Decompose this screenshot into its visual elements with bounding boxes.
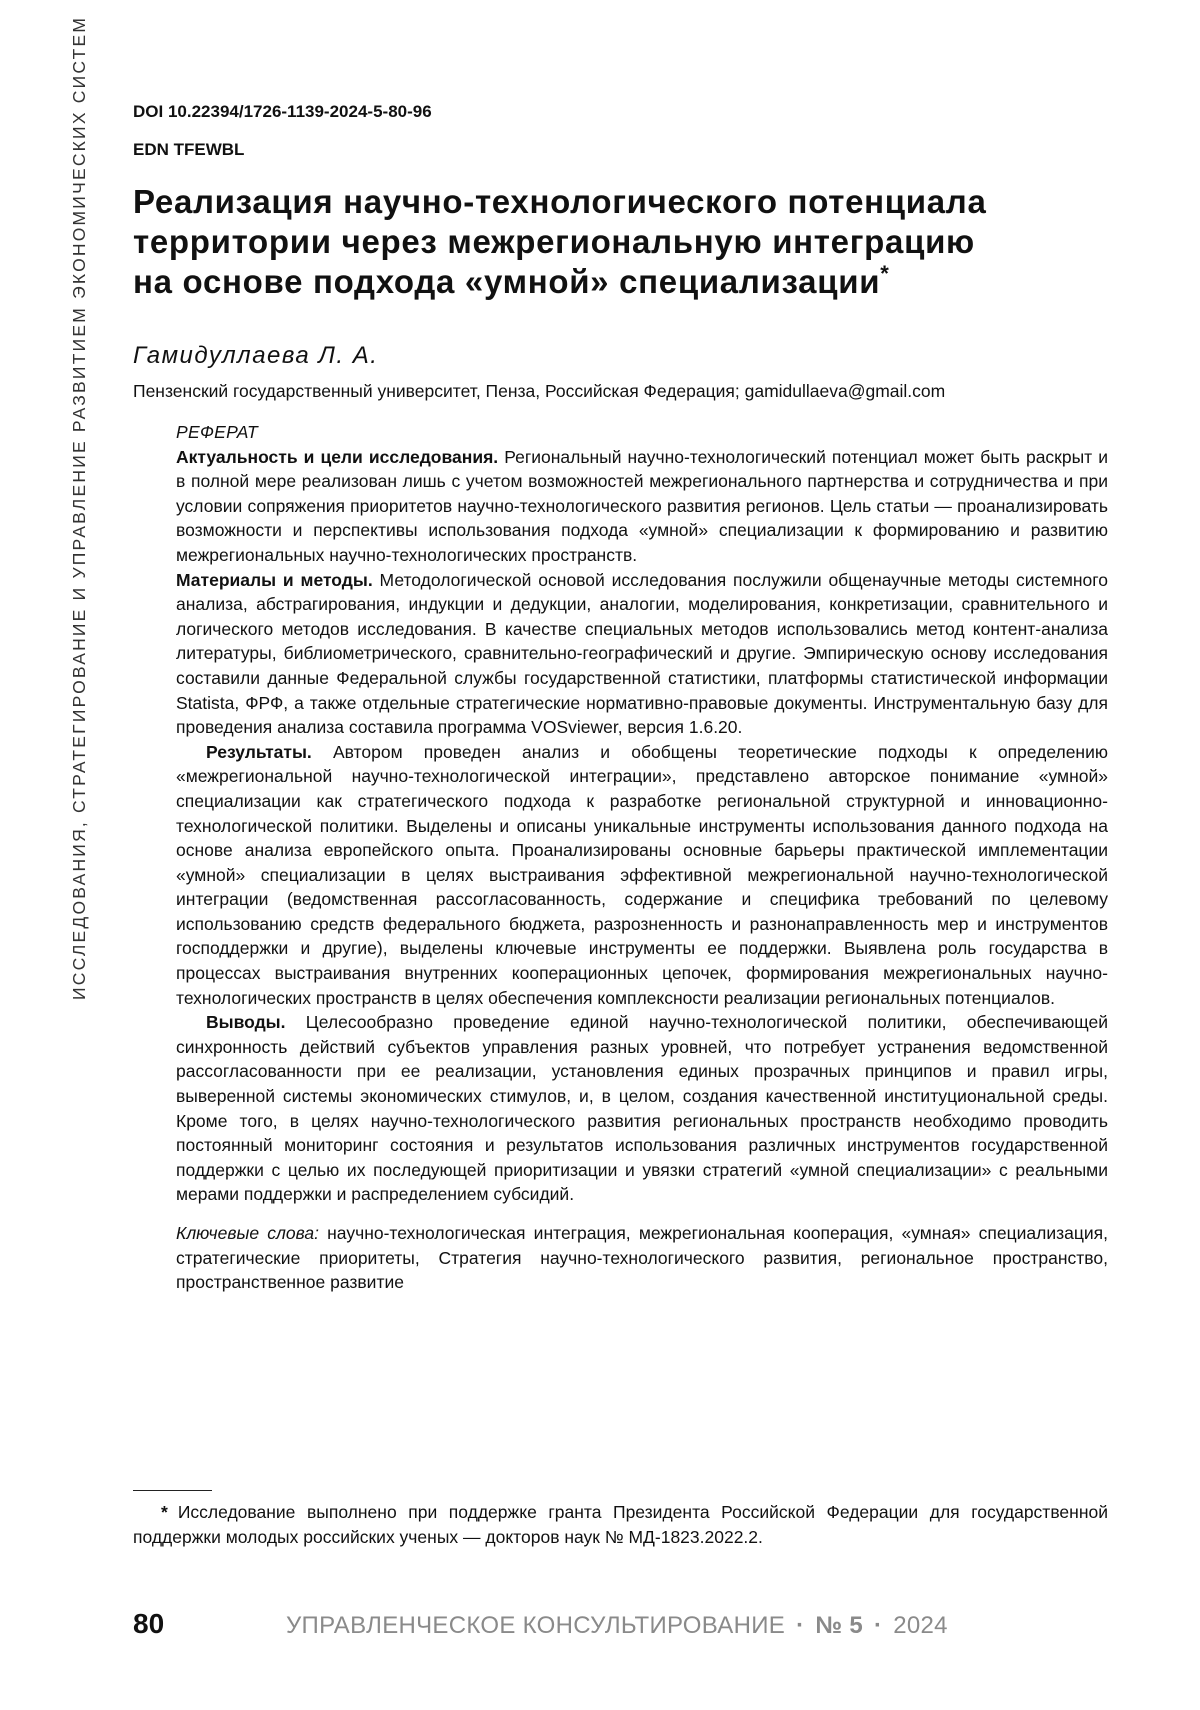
section-text: Целесообразно проведение единой научно-технологической политики, обеспечивающей синхронность действий субъектов управления разных уровней, что потребует устранения ведомственной рассогласованности при ее реализации, установления единых прозрачных принципов и правил игры, выверенной системы экономических стимулов, и, в целом, создания качественной институциональной среды. Кроме того, в целях научно-технологического развития региональных пространств необходимо проводить постоянный мониторинг состояния и результатов использования различных инструментов государственной поддержки с целью их последующей приоритизации и увязки стратегий «умной специализации» с реальными мерами поддержки и распределением субсидий. — [176, 1012, 1108, 1204]
title-line-3: на основе подхода «умной» специализации — [133, 263, 880, 300]
journal-name: УПРАВЛЕНЧЕСКОЕ КОНСУЛЬТИРОВАНИЕ — [286, 1612, 785, 1639]
running-section-title: ИССЛЕДОВАНИЯ, СТРАТЕГИРОВАНИЕ И УПРАВЛЕНИЕ РАЗВИТИЕМ ЭКОНОМИЧЕСКИХ СИСТЕМ — [66, 90, 92, 1000]
section-label: Актуальность и цели исследования. — [176, 447, 498, 467]
page-number: 80 — [133, 1608, 164, 1640]
abstract-section-conclusions — [176, 1010, 1108, 1207]
title-line-1: Реализация научно-технологического потенциала — [133, 183, 987, 220]
footnote-mark: * — [161, 1502, 168, 1522]
journal-footer — [286, 1612, 948, 1640]
edn: EDN TFEWBL — [133, 140, 1108, 160]
footnote-rule — [133, 1490, 212, 1491]
section-label: Выводы. — [206, 1012, 286, 1032]
section-text: Методологической основой исследования послужили общенаучные методы системного анализа, абстрагирования, индукции и дедукции, аналогии, моделирования, конкретизации, сравнительного и логического методов исследования. В качестве специальных методов использовались метод контент-анализа литературы, библиометрического, сравнительно-географический и другие. Эмпирическую основу исследования составили данные Федеральной службы государственной статистики, платформы статистической информации Statista, ФРФ, а также отдельные стратегические нормативно-правовые документы. Инструментальную базу для проведения анализа составила программа VOSviewer, версия 1.6.20. — [176, 570, 1108, 738]
affiliation: Пензенский государственный университет, Пенза, Российская Федерация; gamidullaeva@gmail.com — [133, 380, 1108, 402]
section-text: Автором проведен анализ и обобщены теоретические подходы к определению «межрегиональной научно-технологической интеграции», представлено авторское понимание «умной» специализации как стратегического подхода к разработке региональной структурной и инновационно-технологической политики. Выделены и описаны уникальные инструменты использования данного подхода на основе анализа европейского опыта. Проанализированы основные барьеры практической имплементации «умной» специализации в целях выстраивания эффективной межрегиональной научно-технологической интеграции (ведомственная рассогласованность, содержание и специфика требований по целевому использованию средств федерального бюджета, разрозненность и разнонаправленность мер и инструментов господдержки и другие), выделены ключевые инструменты ее поддержки. Выявлена роль государства в процессах выстраивания внутренних кооперационных цепочек, формирования межрегиональных научно-технологических пространств в целях обеспечения комплексности реализации региональных потенциалов. — [176, 742, 1108, 1008]
issue-number: № 5 — [815, 1612, 863, 1639]
keywords-label: Ключевые слова: — [176, 1223, 319, 1243]
section-label: Результаты. — [206, 742, 312, 762]
keywords-text: научно-технологическая интеграция, межрегиональная кооперация, «умная» специализация, стратегические приоритеты, Стратегия научно-технологического развития, региональное пространство, пространственное развитие — [176, 1223, 1108, 1292]
journal-page — [0, 0, 1200, 1710]
abstract-heading: РЕФЕРАТ — [176, 420, 1108, 445]
footnote — [133, 1500, 1108, 1549]
separator-dot: · — [874, 1612, 882, 1639]
section-label: Материалы и методы. — [176, 570, 373, 590]
article-title — [133, 182, 1108, 302]
abstract-section-results — [176, 740, 1108, 1011]
article-header — [133, 102, 1108, 1295]
issue-year: 2024 — [893, 1612, 948, 1639]
abstract-section-methods — [176, 568, 1108, 740]
separator-dot: · — [796, 1612, 804, 1639]
footnote-text: Исследование выполнено при поддержке гранта Президента Российской Федерации для государственной поддержки молодых российских ученых — докторов наук № МД-1823.2022.2. — [133, 1502, 1108, 1547]
title-line-2: территории через межрегиональную интеграцию — [133, 223, 975, 260]
section-text: Региональный научно-технологический потенциал может быть раскрыт и в полной мере реализован лишь с учетом возможностей межрегионального партнерства и сотрудничества и при условии сопряжения приоритетов научно-технологического развития регионов. Цель статьи — проанализировать возможности и перспективы использования подхода «умной» специализации к формированию и развитию межрегиональных научно-технологических пространств. — [176, 447, 1108, 565]
keywords — [176, 1221, 1108, 1295]
doi: DOI 10.22394/1726-1139-2024-5-80-96 — [133, 102, 1108, 122]
author: Гамидуллаева Л. А. — [133, 342, 1108, 370]
title-footnote-mark: * — [880, 261, 889, 286]
abstract — [176, 420, 1108, 1295]
abstract-section-relevance — [176, 445, 1108, 568]
